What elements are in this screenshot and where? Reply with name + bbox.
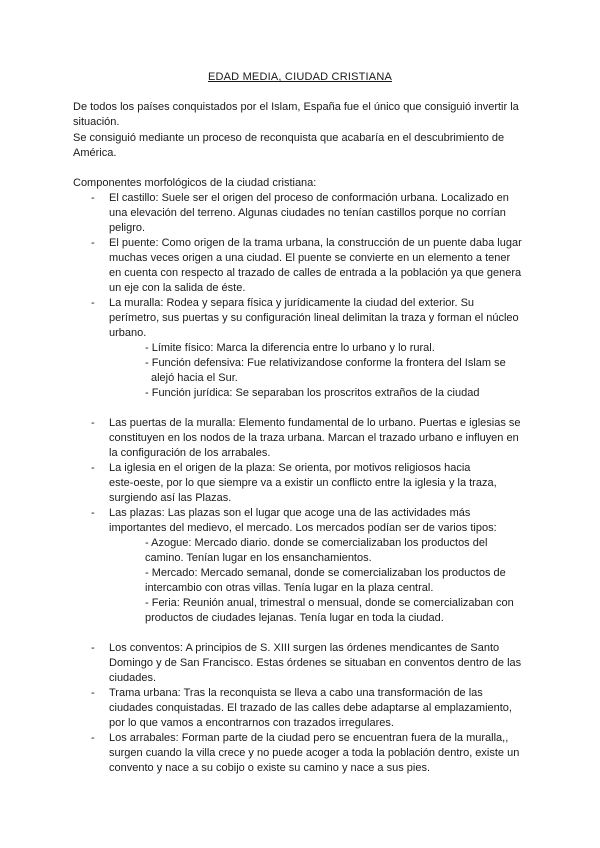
- intro-line: América.: [73, 147, 117, 159]
- item-iglesia-line: La iglesia en el origen de la plaza: Se orienta, por motivos religiosos hacia: [109, 462, 471, 474]
- item-arrabales-line: convento y nace a su cobijo o existe su camino y nace a sus pies.: [109, 762, 431, 774]
- muralla-sub-line: alejó hacia el Sur.: [151, 372, 238, 384]
- bullet-dash: -: [91, 192, 95, 204]
- item-muralla-line: perímetro, sus puertas y su configuración lineal delimitan la traza y forman el núcleo: [109, 312, 519, 324]
- bullet-dash: -: [91, 687, 95, 699]
- item-arrabales-line: Los arrabales: Forman parte de la ciudad pero se encuentran fuera de la muralla,,: [109, 732, 509, 744]
- page-title: EDAD MEDIA, CIUDAD CRISTIANA: [207, 71, 393, 83]
- item-trama-line: por lo que vamos a encontrarnos con trazados irregulares.: [109, 717, 394, 729]
- item-trama-line: ciudades conquistadas. El trazado de las calles debe adaptarse al emplazamiento,: [109, 702, 512, 714]
- item-puente-line: un eje con la salida de éste.: [109, 282, 246, 294]
- item-castillo-line: El castillo: Suele ser el origen del proceso de conformación urbana. Localizado en: [109, 192, 509, 204]
- bullet-dash: -: [91, 462, 95, 474]
- plazas-sub-line: intercambio con otras villas. Tenía lugar en la plaza central.: [145, 582, 434, 594]
- item-conventos-line: Domingo y de San Francisco. Estas órdenes se situaban en conventos dentro de las: [109, 657, 522, 669]
- muralla-sub-line: - Límite físico: Marca la diferencia entre lo urbano y lo rural.: [145, 342, 435, 354]
- item-iglesia-line: surgiendo así las Plazas.: [109, 492, 232, 504]
- intro-line: Se consiguió mediante un proceso de reconquista que acabaría en el descubrimiento de: [73, 132, 505, 144]
- item-trama-line: Trama urbana: Tras la reconquista se lleva a cabo una transformación de las: [109, 687, 483, 699]
- item-conventos-line: ciudades.: [109, 672, 157, 684]
- item-puente-line: El puente: Como origen de la trama urbana, la construcción de un puente daba lugar: [109, 237, 522, 249]
- bullet-dash: -: [91, 417, 95, 429]
- components-heading: Componentes morfológicos de la ciudad cristiana:: [73, 177, 317, 189]
- muralla-sub-line: - Función jurídica: Se separaban los proscritos extraños de la ciudad: [145, 387, 480, 399]
- item-puertas-line: la configuración de los arrabales.: [109, 447, 271, 459]
- plazas-sub-line: camino. Tenían lugar en los ensanchamientos.: [145, 552, 372, 564]
- item-plazas-line: Las plazas: Las plazas son el lugar que acoge una de las actividades más: [109, 507, 471, 519]
- item-castillo-line: peligro.: [109, 222, 146, 234]
- item-conventos-line: Los conventos: A principios de S. XIII surgen las órdenes mendicantes de Santo: [109, 642, 500, 654]
- plazas-sub-line: - Feria: Reunión anual, trimestral o mensual, donde se comercializaban con: [145, 597, 514, 609]
- item-arrabales-line: surgen cuando la villa crece y no puede acoger a toda la población dentro, existe un: [109, 747, 520, 759]
- plazas-sub-line: - Azogue: Mercado diario. donde se comercializaban los productos del: [145, 537, 488, 549]
- item-plazas-line: importantes del medievo, el mercado. Los mercados podían ser de varios tipos:: [109, 522, 497, 534]
- item-castillo-line: una elevación del terreno. Algunas ciudades no tenían castillos porque no corrían: [109, 207, 506, 219]
- bullet-dash: -: [91, 237, 95, 249]
- bullet-dash: -: [91, 642, 95, 654]
- bullet-dash: -: [91, 297, 95, 309]
- intro-line: situación.: [73, 116, 120, 128]
- plazas-sub-line: productos de ciudades lejanas. Tenía lugar en toda la ciudad.: [145, 612, 444, 624]
- intro-line: De todos los países conquistados por el Islam, España fue el único que consiguió invertir la: [73, 101, 519, 113]
- item-puente-line: en cuenta con respecto al trazado de calles de entrada a la población ya que genera: [109, 267, 522, 279]
- item-puertas-line: constituyen en los nodos de la traza urbana. Marcan el trazado urbano e influyen en: [109, 432, 519, 444]
- item-puertas-line: Las puertas de la muralla: Elemento fundamental de lo urbano. Puertas e iglesias se: [109, 417, 521, 429]
- plazas-sub-line: - Mercado: Mercado semanal, donde se comercializaban los productos de: [145, 567, 506, 579]
- item-puente-line: muchas veces origen a una ciudad. El puente se convierte en un elemento a tener: [109, 252, 511, 264]
- item-iglesia-line: este-oeste, por lo que siempre va a existir un conflicto entre la iglesia y la traza,: [109, 477, 497, 489]
- item-muralla-line: urbano.: [109, 327, 147, 339]
- item-muralla-line: La muralla: Rodea y separa física y jurídicamente la ciudad del exterior. Su: [109, 297, 475, 309]
- muralla-sub-line: - Función defensiva: Fue relativizandose conforme la frontera del Islam se: [145, 357, 506, 369]
- bullet-dash: -: [91, 732, 95, 744]
- bullet-dash: -: [91, 507, 95, 519]
